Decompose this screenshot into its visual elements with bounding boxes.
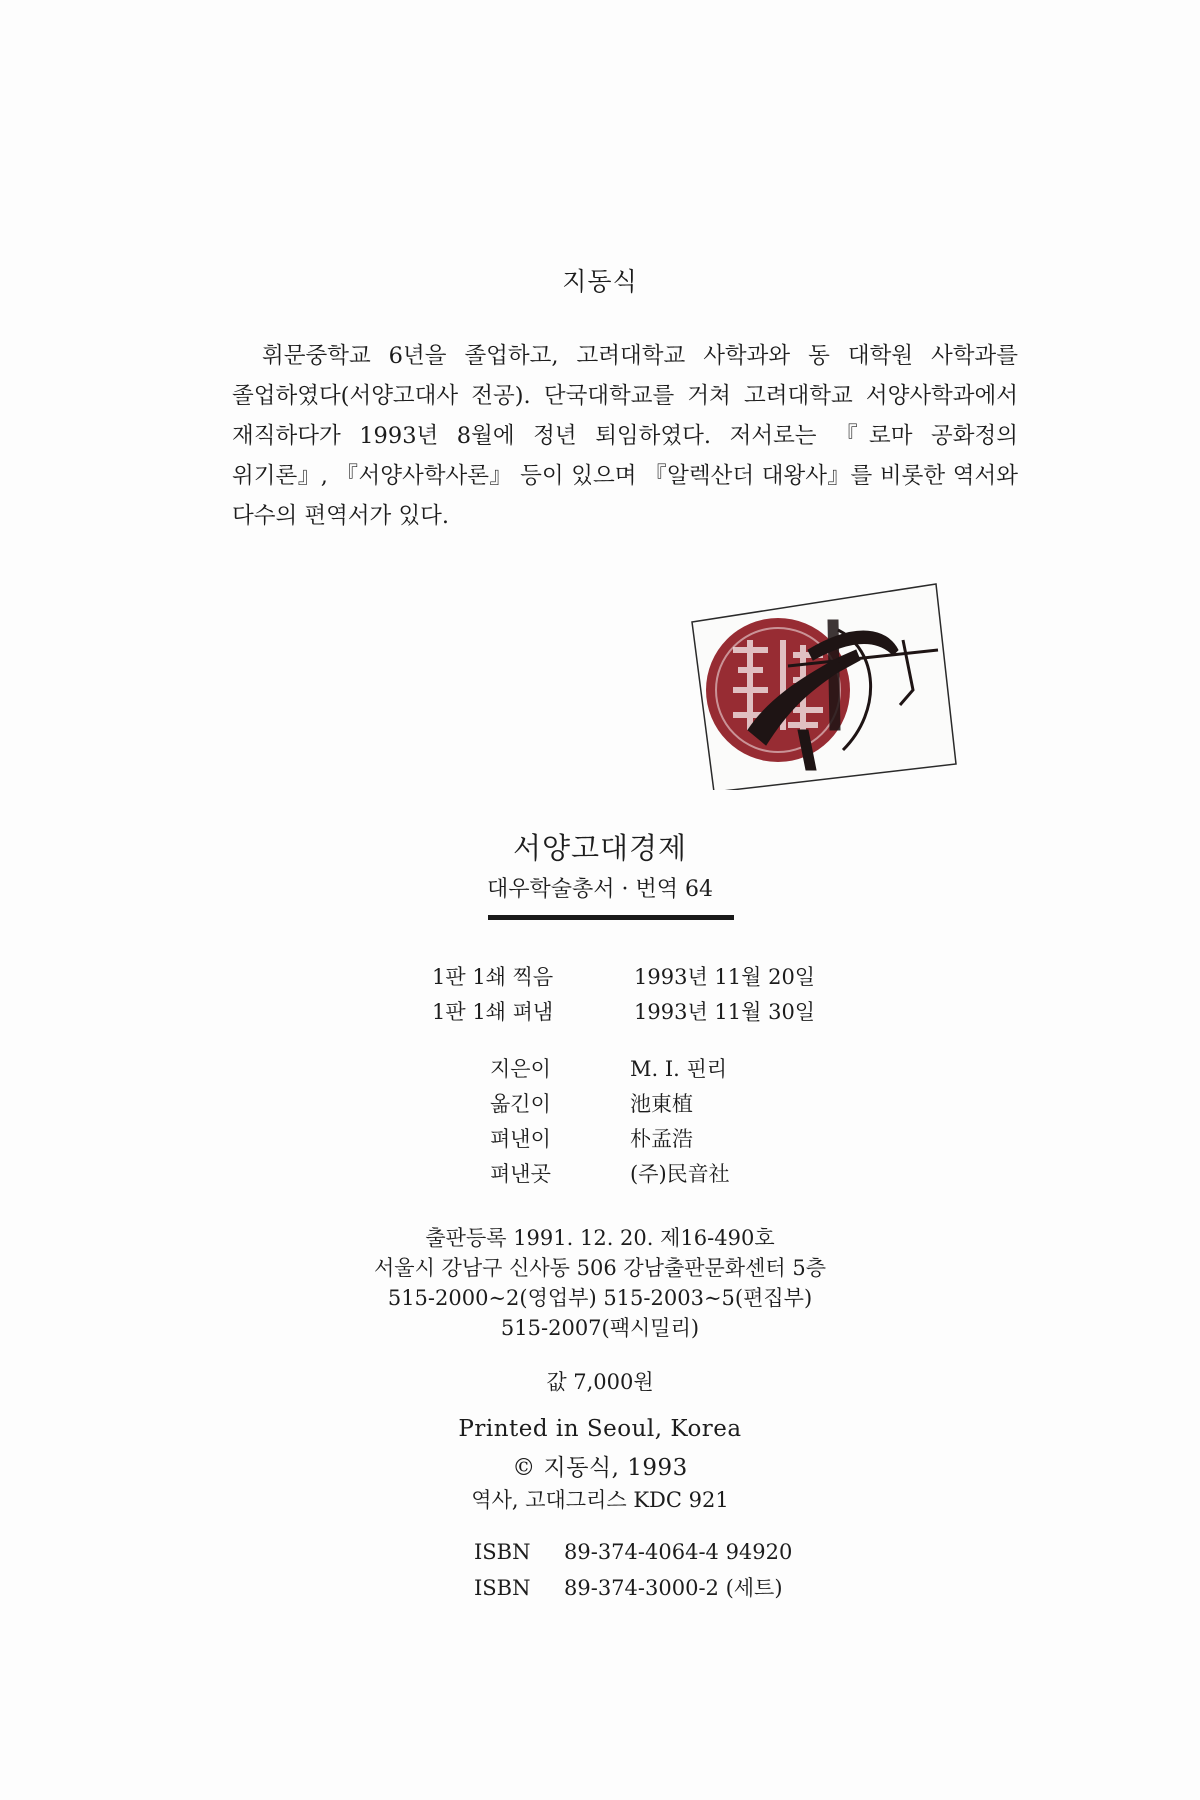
credit-value: (주)民音社 bbox=[630, 1162, 730, 1186]
credit-label: 펴낸이 bbox=[490, 1127, 551, 1151]
credit-label: 펴낸곳 bbox=[490, 1162, 551, 1186]
isbn-label: ISBN bbox=[474, 1540, 531, 1564]
phone-line: 515-2000∼2(영업부) 515-2003∼5(편집부) bbox=[387, 1286, 813, 1310]
printed-in-line: Printed in Seoul, Korea bbox=[458, 1416, 742, 1442]
printing-label: 1판 1쇄 펴냄 bbox=[432, 1000, 554, 1024]
isbn-value: 89-374-3000-2 (세트) bbox=[564, 1576, 783, 1600]
isbn-label: ISBN bbox=[474, 1576, 531, 1600]
credit-value: M. I. 핀리 bbox=[630, 1057, 728, 1081]
credit-value: 朴孟浩 bbox=[630, 1127, 693, 1151]
credit-label: 옮긴이 bbox=[490, 1092, 551, 1116]
printing-label: 1판 1쇄 찍음 bbox=[432, 965, 554, 989]
printing-date: 1993년 11월 30일 bbox=[634, 1000, 816, 1024]
credit-value: 池東植 bbox=[630, 1092, 693, 1116]
divider-rule bbox=[488, 915, 734, 920]
address-line: 서울시 강남구 신사동 506 강남출판문화센터 5층 bbox=[374, 1256, 826, 1280]
fax-line: 515-2007(팩시밀리) bbox=[500, 1316, 700, 1340]
isbn-row bbox=[474, 1572, 783, 1602]
isbn-value: 89-374-4064-4 94920 bbox=[564, 1540, 793, 1564]
seal-stamp-icon bbox=[688, 580, 958, 790]
price-line: 값 7,000원 bbox=[546, 1370, 654, 1394]
copyright-line: © 지동식, 1993 bbox=[512, 1455, 688, 1481]
classification-line: 역사, 고대그리스 KDC 921 bbox=[471, 1488, 729, 1512]
translator-bio: 휘문중학교 6년을 졸업하고, 고려대학교 사학과와 동 대학원 사학과를 졸업하였다(서양고대사 전공). 단국대학교를 거쳐 고려대학교 서양사학과에서 재직하다가 1993년 8월에 정년 퇴임하였다. 저서로는 『로마 공화정의 위기론』, 『서양사학사론』 등이 있으며 『알렉산더 대왕사』를 비롯한 역서와 다수의 편역서가 있다. bbox=[232, 343, 1018, 529]
registration-line: 출판등록 1991. 12. 20. 제16-490호 bbox=[425, 1226, 775, 1250]
isbn-row bbox=[474, 1540, 792, 1564]
series-name: 대우학술총서 · 번역 64 bbox=[487, 877, 713, 902]
translator-name: 지동식 bbox=[562, 267, 638, 296]
book-title: 서양고대경제 bbox=[512, 831, 688, 865]
printing-date: 1993년 11월 20일 bbox=[634, 965, 816, 989]
credit-label: 지은이 bbox=[490, 1057, 551, 1081]
